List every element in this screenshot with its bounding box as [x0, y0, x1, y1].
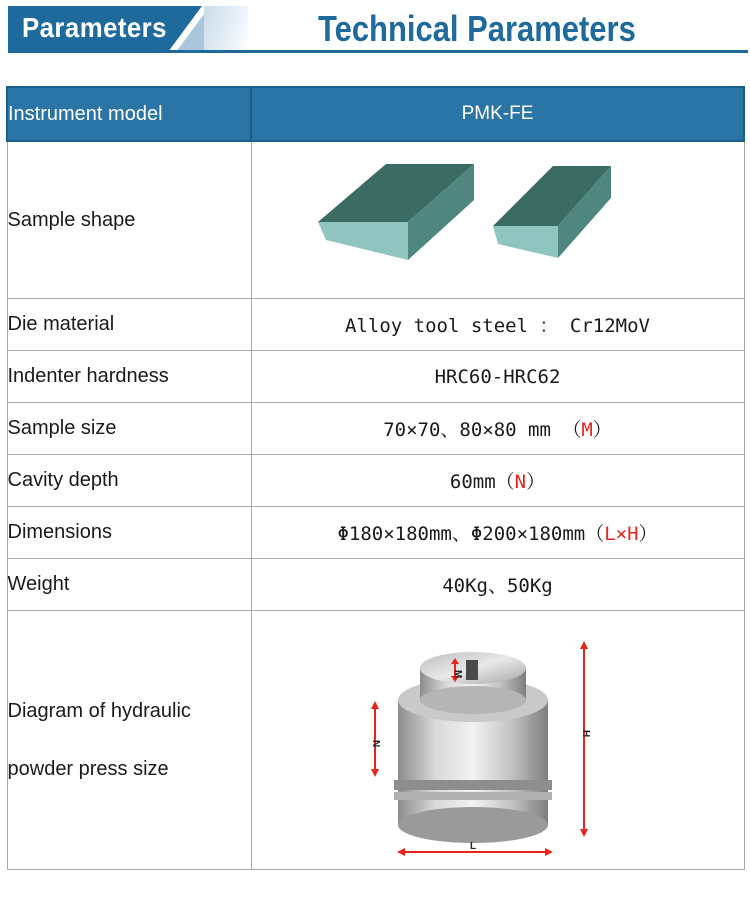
label-die-material: Die material: [7, 299, 251, 351]
press-diagram-svg: [348, 620, 648, 860]
value-sample-size: [251, 403, 744, 455]
label-sample-size: Sample size: [7, 403, 251, 455]
diagram-label-line1: Diagram of hydraulic: [7, 700, 191, 722]
label-indenter-hardness: Indenter hardness: [7, 351, 251, 403]
dimensions-text: Φ180×180mm、Φ200×180mm（: [337, 523, 605, 545]
value-die-material: Alloy tool steel ： Cr12MoV: [251, 299, 744, 351]
dimension-l: [397, 841, 553, 856]
banner-slant-fade: [204, 6, 248, 52]
dimension-n: [370, 701, 381, 777]
label-sample-shape: Sample shape: [7, 141, 251, 299]
sample-block-small: [493, 166, 611, 258]
table-row-die-material: [7, 299, 744, 351]
header-model: PMK-FE: [251, 87, 744, 141]
cavity-depth-text: 60mm（: [449, 471, 515, 493]
diagram-illustration: [251, 611, 744, 870]
label-l: L: [469, 841, 476, 852]
sample-size-close: ）: [592, 419, 612, 441]
banner-underline: [8, 50, 748, 53]
dimension-h: [580, 641, 591, 837]
spec-table: [6, 86, 745, 870]
value-weight: 40Kg、50Kg: [251, 559, 744, 611]
label-m: M: [451, 670, 463, 679]
dimensions-close: ）: [638, 523, 658, 545]
table-row-sample-shape: [7, 141, 744, 299]
header-banner: [8, 6, 748, 52]
sample-blocks-svg: [318, 160, 678, 280]
table-row-diagram: [7, 611, 744, 870]
label-cavity-depth: Cavity depth: [7, 455, 251, 507]
table-row-cavity-depth: [7, 455, 744, 507]
label-h: H: [579, 730, 591, 738]
banner-tab-label: Parameters: [22, 12, 167, 43]
table-row-weight: [7, 559, 744, 611]
table-header-row: [7, 87, 744, 141]
diagram-label-line2: powder press size: [7, 758, 169, 780]
label-n: N: [369, 740, 381, 748]
page-title: Technical Parameters: [318, 8, 636, 49]
header-label: Instrument model: [7, 87, 251, 141]
table-row-indenter-hardness: [7, 351, 744, 403]
value-indenter-hardness: HRC60-HRC62: [251, 351, 744, 403]
value-cavity-depth: [251, 455, 744, 507]
label-diagram: [7, 611, 251, 870]
sample-shape-illustration: [251, 141, 744, 299]
label-weight: Weight: [7, 559, 251, 611]
sample-size-mark: M: [581, 419, 593, 441]
cavity-depth-mark: N: [514, 471, 527, 493]
value-dimensions: [251, 507, 744, 559]
table-row-dimensions: [7, 507, 744, 559]
dimensions-mark: L×H: [604, 523, 639, 545]
sample-size-text: 70×70、80×80 mm （: [383, 419, 582, 441]
sample-block-large: [318, 164, 474, 260]
press-cylinder: [394, 652, 552, 843]
cavity-depth-close: ）: [526, 471, 546, 493]
label-dimensions: Dimensions: [7, 507, 251, 559]
table-row-sample-size: [7, 403, 744, 455]
